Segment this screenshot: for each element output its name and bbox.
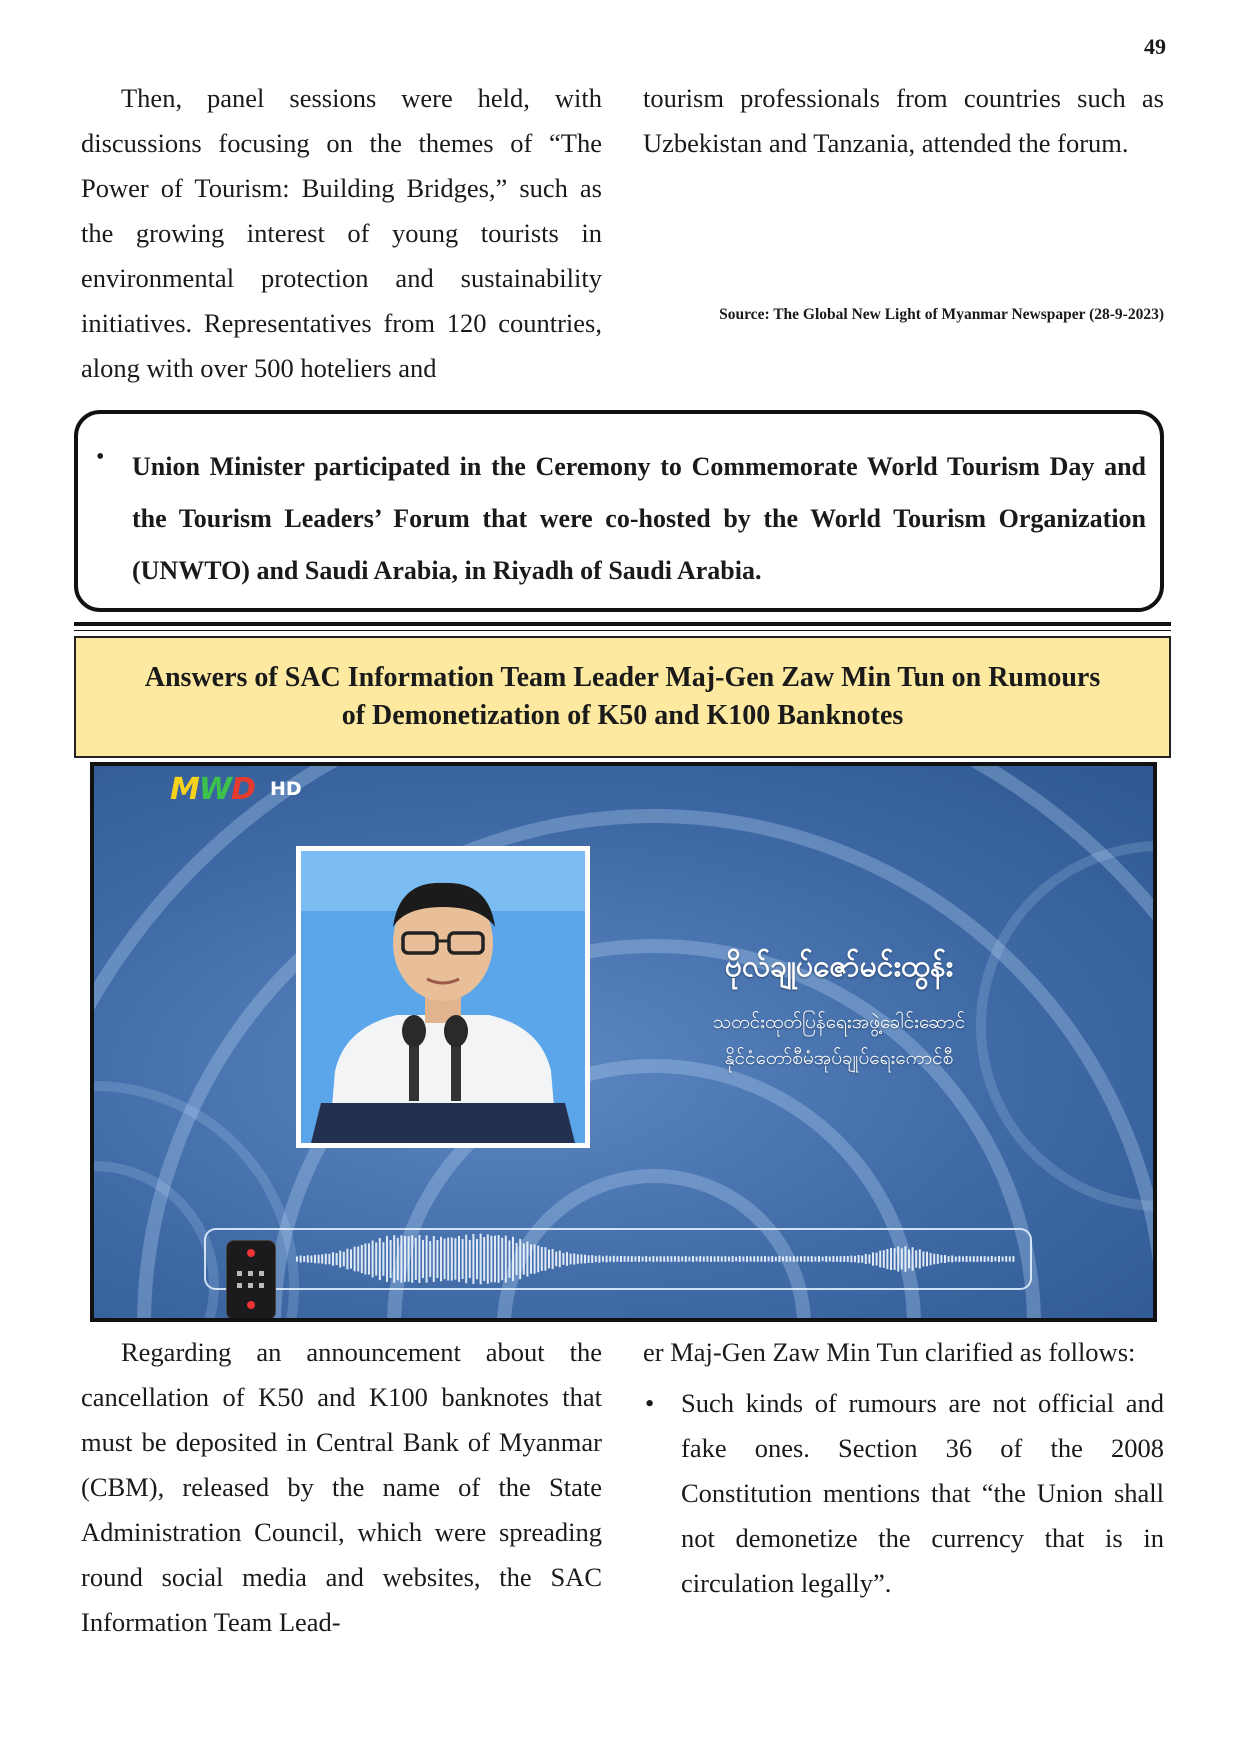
waveform-bar bbox=[483, 1237, 485, 1281]
waveform-bar bbox=[404, 1236, 406, 1282]
waveform-bar bbox=[998, 1256, 1000, 1262]
waveform-bar bbox=[994, 1257, 996, 1262]
waveform-bar bbox=[411, 1235, 413, 1283]
video-still bbox=[90, 762, 1157, 1322]
waveform-bar bbox=[850, 1256, 852, 1263]
waveform-bar bbox=[825, 1256, 827, 1262]
waveform-bar bbox=[325, 1254, 327, 1265]
waveform-bar bbox=[937, 1254, 939, 1264]
waveform-bar bbox=[1009, 1256, 1011, 1261]
speaker-role-caption-2: နိုင်ငံတော်စီမံအုပ်ချုပ်ရေးကောင်စီ bbox=[724, 1047, 954, 1069]
waveform-bar bbox=[822, 1257, 824, 1262]
waveform-bar bbox=[717, 1256, 719, 1262]
section-heading bbox=[145, 659, 1100, 735]
waveform-bar bbox=[357, 1247, 359, 1272]
waveform-bar bbox=[768, 1257, 770, 1262]
waveform-bar bbox=[516, 1243, 518, 1275]
waveform-bar bbox=[336, 1253, 338, 1265]
section-heading-box bbox=[74, 636, 1171, 758]
waveform-bar bbox=[526, 1242, 528, 1277]
waveform-bar bbox=[570, 1254, 572, 1265]
waveform-bar bbox=[750, 1256, 752, 1261]
waveform-bar bbox=[890, 1248, 892, 1270]
waveform-bar bbox=[667, 1256, 669, 1262]
waveform-bar bbox=[447, 1238, 449, 1281]
waveform-bar bbox=[832, 1256, 834, 1262]
waveform-bar bbox=[490, 1236, 492, 1283]
waveform-bar bbox=[408, 1236, 410, 1281]
highlight-box bbox=[74, 410, 1164, 612]
waveform-bar bbox=[588, 1255, 590, 1263]
waveform-bar bbox=[310, 1256, 312, 1263]
waveform-bar bbox=[624, 1256, 626, 1262]
waveform-bar bbox=[868, 1255, 870, 1264]
waveform-bar bbox=[379, 1238, 381, 1280]
waveform-bar bbox=[865, 1254, 867, 1264]
waveform-bar bbox=[609, 1256, 611, 1261]
waveform-bar bbox=[638, 1256, 640, 1262]
waveform-bar bbox=[393, 1235, 395, 1283]
waveform-bar bbox=[735, 1257, 737, 1262]
bullet-icon: • bbox=[645, 1388, 655, 1418]
waveform-bar bbox=[537, 1246, 539, 1273]
waveform-bar bbox=[760, 1256, 762, 1261]
waveform-bar bbox=[685, 1256, 687, 1262]
paragraph-clarified: er Maj-Gen Zaw Min Tun clarified as follows: bbox=[643, 1337, 1136, 1367]
waveform-bar bbox=[681, 1257, 683, 1262]
waveform-bar bbox=[350, 1249, 352, 1268]
bullet-icon: • bbox=[96, 444, 105, 470]
waveform-bar bbox=[872, 1252, 874, 1265]
waveform-bar bbox=[598, 1255, 600, 1262]
waveform-bar bbox=[368, 1243, 370, 1274]
waveform-bar bbox=[433, 1236, 435, 1282]
speaker-illustration bbox=[301, 851, 585, 1143]
waveform-bar bbox=[883, 1250, 885, 1268]
waveform-bar bbox=[724, 1256, 726, 1262]
waveform-bar bbox=[757, 1256, 759, 1262]
waveform-bar bbox=[321, 1254, 323, 1263]
waveform-bar bbox=[901, 1248, 903, 1269]
waveform-bar bbox=[692, 1256, 694, 1262]
waveform-bar bbox=[814, 1257, 816, 1262]
waveform-bar bbox=[861, 1256, 863, 1263]
waveform-bar bbox=[746, 1256, 748, 1262]
waveform-bar bbox=[933, 1254, 935, 1265]
waveform-bar bbox=[505, 1236, 507, 1283]
waveform-bar bbox=[904, 1246, 906, 1272]
waveform-bar bbox=[879, 1251, 881, 1268]
waveform-bar bbox=[854, 1256, 856, 1262]
speaker-role-caption-1: သတင်းထုတ်ပြန်ရေးအဖွဲ့ခေါင်းဆောင် bbox=[712, 1011, 966, 1033]
waveform-bar bbox=[804, 1256, 806, 1262]
waveform-bar bbox=[678, 1256, 680, 1262]
waveform-bar bbox=[300, 1256, 302, 1263]
waveform-bar bbox=[642, 1257, 644, 1262]
waveform-bar bbox=[858, 1255, 860, 1263]
waveform-bar bbox=[444, 1239, 446, 1280]
waveform-bar bbox=[786, 1256, 788, 1262]
waveform-bar bbox=[908, 1250, 910, 1269]
waveform-bar bbox=[422, 1240, 424, 1278]
waveform-bar bbox=[840, 1256, 842, 1262]
waveform-bar bbox=[415, 1238, 417, 1280]
waveform-bar bbox=[721, 1256, 723, 1261]
bottom-left-column bbox=[81, 1330, 602, 1645]
waveform-bar bbox=[915, 1250, 917, 1267]
paragraph-announcement: Regarding an announcement about the cancellation of K50 and K100 banknotes that must be deposited in Central Bank of Myanmar (CBM), released by the name of the State Administration Council, which were spreading round social media and websites, the SAC Information Team Lead- bbox=[81, 1337, 602, 1637]
paragraph-panel-sessions: Then, panel sessions were held, with discussions focusing on the themes of “The Power of Tourism: Building Bridges,” such as the growing interest of young tourists in environmental protection and sustainability initiatives. Representatives from 120 countries, along with over 500 hoteliers and bbox=[81, 83, 602, 383]
waveform-bar bbox=[696, 1257, 698, 1262]
section-heading-line-1: Answers of SAC Information Team Leader Maj-Gen Zaw Min Tun on Rumours bbox=[144, 662, 1101, 693]
waveform-bar bbox=[454, 1238, 456, 1280]
waveform-bar bbox=[969, 1256, 971, 1261]
waveform-bar bbox=[1005, 1256, 1007, 1262]
phone-icon bbox=[226, 1240, 276, 1320]
waveform-bar bbox=[829, 1257, 831, 1262]
page-number: 49 bbox=[1144, 34, 1166, 59]
waveform-bar bbox=[400, 1235, 402, 1282]
waveform-bar bbox=[789, 1256, 791, 1261]
waveform-bar bbox=[519, 1239, 521, 1279]
section-divider-thick bbox=[74, 622, 1171, 626]
waveform-bar bbox=[710, 1256, 712, 1262]
waveform-bar bbox=[984, 1256, 986, 1262]
waveform-bar bbox=[912, 1247, 914, 1270]
waveform-bar bbox=[386, 1236, 388, 1282]
channel-hd-label: HD bbox=[270, 778, 302, 800]
waveform-bar bbox=[440, 1237, 442, 1282]
waveform-bar bbox=[955, 1257, 957, 1262]
waveform-bar bbox=[1002, 1257, 1004, 1262]
waveform-bar bbox=[699, 1256, 701, 1262]
waveform-bar bbox=[843, 1256, 845, 1262]
speaker-name-caption: ဗိုလ်ချုပ်ဇော်မင်းထွန်း bbox=[724, 949, 954, 984]
waveform-bar bbox=[951, 1256, 953, 1263]
waveform-bar bbox=[372, 1241, 374, 1278]
waveform-bar bbox=[836, 1256, 838, 1261]
waveform-bar bbox=[948, 1256, 950, 1262]
waveform-bar bbox=[976, 1256, 978, 1262]
waveform-bar bbox=[555, 1252, 557, 1266]
waveform-bar bbox=[566, 1252, 568, 1266]
waveform-bar bbox=[876, 1253, 878, 1266]
waveform-bar bbox=[469, 1240, 471, 1278]
bullet-list-item bbox=[643, 1381, 1164, 1606]
waveform-bar bbox=[429, 1241, 431, 1277]
waveform-bar bbox=[958, 1256, 960, 1262]
waveform-bar bbox=[512, 1237, 514, 1281]
waveform-bar bbox=[364, 1244, 366, 1275]
section-divider-thin bbox=[74, 630, 1171, 631]
waveform-bar bbox=[307, 1255, 309, 1263]
waveform-bar bbox=[616, 1256, 618, 1262]
waveform-bar bbox=[987, 1257, 989, 1262]
waveform-bar bbox=[580, 1254, 582, 1263]
waveform-bar bbox=[573, 1253, 575, 1264]
highlight-text: Union Minister participated in the Ceremony to Commemorate World Tourism Day and the Tourism Leaders’ Forum that were co-hosted by the World Tourism Organization (UNWTO) and Saudi Arabia, in Riyadh of Saudi Arabia. bbox=[132, 452, 1146, 585]
waveform-bar bbox=[663, 1256, 665, 1261]
waveform-bar bbox=[811, 1256, 813, 1262]
section-heading-line-2: of Demonetization of K50 and K100 Banknotes bbox=[341, 700, 904, 731]
waveform-bar bbox=[897, 1246, 899, 1271]
waveform-bar bbox=[688, 1257, 690, 1262]
waveform-bar bbox=[375, 1243, 377, 1276]
waveform-bar bbox=[764, 1256, 766, 1262]
bullet-text: Such kinds of rumours are not official and fake ones. Section 36 of the 2008 Constitution mentions that “the Union shall not demonetize the currency that is in circulation legally”. bbox=[681, 1388, 1164, 1598]
waveform-bar bbox=[458, 1236, 460, 1282]
waveform-bar bbox=[296, 1257, 298, 1262]
waveform-bar bbox=[426, 1235, 428, 1282]
waveform-bar bbox=[548, 1250, 550, 1269]
waveform-bar bbox=[742, 1257, 744, 1262]
waveform-bar bbox=[818, 1256, 820, 1262]
waveform-bar bbox=[530, 1244, 532, 1273]
waveform-bar bbox=[390, 1240, 392, 1278]
waveform-bar bbox=[631, 1256, 633, 1262]
waveform-bar bbox=[645, 1256, 647, 1262]
waveform-bar bbox=[634, 1256, 636, 1261]
waveform-bar bbox=[562, 1253, 564, 1265]
waveform-bar bbox=[339, 1251, 341, 1268]
waveform-bar bbox=[728, 1257, 730, 1262]
audio-waveform bbox=[206, 1230, 1030, 1288]
waveform-bar bbox=[541, 1247, 543, 1271]
waveform-bar bbox=[894, 1248, 896, 1270]
waveform-bar bbox=[465, 1235, 467, 1283]
waveform-bar bbox=[627, 1256, 629, 1262]
waveform-bar bbox=[714, 1256, 716, 1262]
waveform-bar bbox=[800, 1256, 802, 1262]
waveform-bar bbox=[886, 1249, 888, 1269]
waveform-bar bbox=[847, 1256, 849, 1262]
waveform-bar bbox=[782, 1257, 784, 1262]
waveform-bar bbox=[775, 1257, 777, 1262]
waveform-bar bbox=[1012, 1256, 1014, 1262]
waveform-bar bbox=[656, 1257, 658, 1262]
waveform-bar bbox=[962, 1256, 964, 1261]
waveform-bar bbox=[919, 1249, 921, 1268]
waveform-bar bbox=[753, 1256, 755, 1262]
waveform-bar bbox=[602, 1256, 604, 1261]
waveform-bar bbox=[472, 1234, 474, 1284]
waveform-bar bbox=[944, 1255, 946, 1263]
waveform-bar bbox=[498, 1235, 500, 1283]
waveform-bar bbox=[494, 1236, 496, 1283]
waveform-bar bbox=[973, 1256, 975, 1262]
waveform-bar bbox=[793, 1256, 795, 1262]
waveform-bar bbox=[343, 1252, 345, 1267]
waveform-bar bbox=[534, 1244, 536, 1273]
waveform-bar bbox=[508, 1240, 510, 1277]
waveform-bar bbox=[796, 1256, 798, 1261]
waveform-bar bbox=[361, 1245, 363, 1273]
waveform-bar bbox=[652, 1256, 654, 1262]
waveform-bar bbox=[670, 1256, 672, 1262]
waveform-bar bbox=[523, 1243, 525, 1274]
waveform-bar bbox=[480, 1234, 482, 1285]
waveform-bar bbox=[966, 1256, 968, 1262]
waveform-bar bbox=[739, 1256, 741, 1262]
waveform-bar bbox=[303, 1256, 305, 1262]
waveform-bar bbox=[980, 1256, 982, 1261]
waveform-bar bbox=[501, 1238, 503, 1281]
paragraph-tourism-professionals: tourism professionals from countries such as Uzbekistan and Tanzania, attended the forum. bbox=[643, 83, 1164, 158]
waveform-bar bbox=[991, 1256, 993, 1262]
waveform-bar bbox=[930, 1253, 932, 1265]
waveform-bar bbox=[926, 1252, 928, 1267]
waveform-bar bbox=[732, 1256, 734, 1262]
bottom-right-column bbox=[643, 1330, 1164, 1606]
waveform-bar bbox=[397, 1238, 399, 1281]
channel-logo: MWD bbox=[170, 772, 255, 807]
waveform-bar bbox=[552, 1249, 554, 1269]
waveform-bar bbox=[778, 1256, 780, 1262]
waveform-bar bbox=[940, 1255, 942, 1263]
waveform-bar bbox=[451, 1237, 453, 1280]
waveform-bar bbox=[346, 1249, 348, 1270]
waveform-bar bbox=[591, 1255, 593, 1263]
waveform-bar bbox=[314, 1255, 316, 1263]
waveform-bar bbox=[559, 1251, 561, 1268]
waveform-bar bbox=[674, 1256, 676, 1261]
waveform-bar bbox=[606, 1256, 608, 1263]
waveform-bar bbox=[544, 1247, 546, 1271]
waveform-bar bbox=[703, 1256, 705, 1261]
top-left-column bbox=[81, 76, 602, 391]
waveform-bar bbox=[807, 1256, 809, 1261]
waveform-bar bbox=[584, 1255, 586, 1264]
waveform-bar bbox=[382, 1242, 384, 1276]
waveform-bar bbox=[418, 1235, 420, 1283]
speaker-portrait bbox=[296, 846, 590, 1148]
waveform-bar bbox=[706, 1256, 708, 1262]
waveform-bar bbox=[649, 1257, 651, 1262]
waveform-bar bbox=[476, 1239, 478, 1279]
waveform-bar bbox=[922, 1252, 924, 1267]
waveform-bar bbox=[613, 1256, 615, 1262]
audio-waveform-bar bbox=[204, 1228, 1032, 1290]
waveform-bar bbox=[620, 1256, 622, 1262]
waveform-bar bbox=[487, 1234, 489, 1284]
waveform-bar bbox=[436, 1240, 438, 1278]
waveform-bar bbox=[660, 1256, 662, 1262]
top-right-column bbox=[643, 76, 1164, 166]
waveform-bar bbox=[332, 1252, 334, 1266]
waveform-bar bbox=[577, 1254, 579, 1264]
waveform-bar bbox=[354, 1247, 356, 1272]
waveform-bar bbox=[462, 1239, 464, 1279]
waveform-bar bbox=[328, 1254, 330, 1265]
waveform-bar bbox=[771, 1256, 773, 1262]
waveform-bar bbox=[318, 1255, 320, 1264]
waveform-bar bbox=[595, 1256, 597, 1262]
source-citation: Source: The Global New Light of Myanmar Newspaper (28-9-2023) bbox=[719, 306, 1164, 323]
